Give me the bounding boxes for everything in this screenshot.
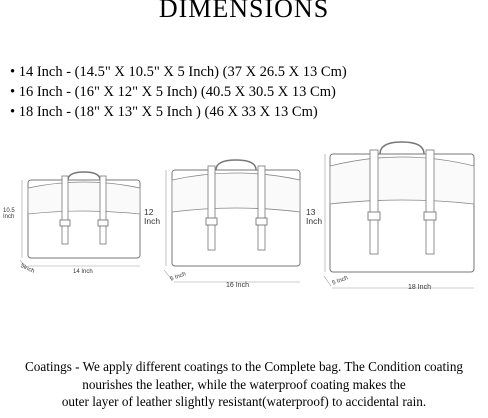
bag-14-width-label: 14 Inch xyxy=(73,269,93,275)
bag-16-width-label: 16 Inch xyxy=(226,282,249,289)
bag-16-inch-drawing xyxy=(162,158,312,288)
coatings-line-2: nourishes the leather, while the waterproof coating makes the xyxy=(82,376,406,392)
size-item-16-inch: • 16 Inch - (16" X 12" X 5 Inch) (40.5 X 30.5 X 13 Cm) xyxy=(10,82,347,102)
page-title: DIMENSIONS xyxy=(158,0,330,23)
bag-18-width-label: 18 Inch xyxy=(408,284,431,291)
bag-18-inch-drawing xyxy=(322,140,488,292)
size-item-18-inch: • 18 Inch - (18" X 13" X 5 Inch ) (46 X 33 X 13 Cm) xyxy=(10,102,347,122)
size-item-14-inch: • 14 Inch - (14.5" X 10.5" X 5 Inch) (37 X 26.5 X 13 Cm) xyxy=(10,62,347,82)
coatings-line-3: outer layer of leather slightly resistant(waterproof) to accidental rain. xyxy=(61,394,427,409)
bag-18-inch-figure xyxy=(306,140,488,292)
bag-16-height-label: 12 Inch xyxy=(144,207,161,226)
bag-14-inch-figure xyxy=(3,170,148,280)
bag-16-depth-label: 5 Inch xyxy=(169,271,187,283)
coatings-line-1: Coatings - We apply different coatings to the Complete bag. The Condition coating xyxy=(24,359,464,374)
bag-16-inch-figure xyxy=(144,158,312,289)
bag-14-height-label: 10.5 Inch xyxy=(3,208,15,220)
bag-18-depth-label: 5 Inch xyxy=(331,275,349,287)
bag-18-height-label: 13 Inch xyxy=(306,207,323,226)
bag-14-inch-drawing xyxy=(18,170,148,280)
coatings-paragraph xyxy=(0,358,488,411)
bag-14-depth-label: 5Inch xyxy=(19,263,36,275)
size-list xyxy=(10,62,347,122)
